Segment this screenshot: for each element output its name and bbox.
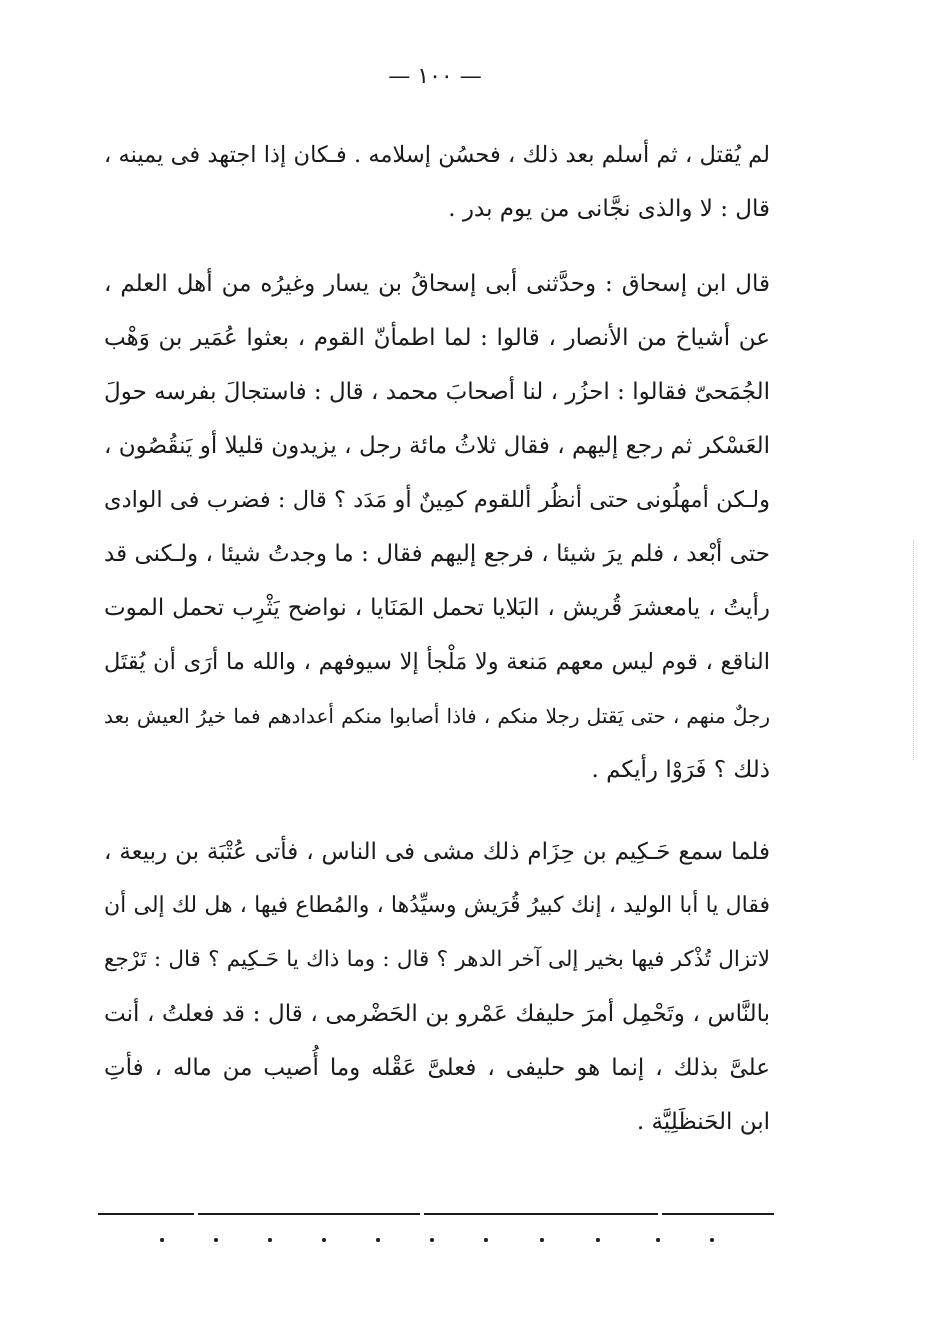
text-line: ابن الحَنظَلِيَّة . <box>636 1109 770 1135</box>
text-line: ولـكن أمهلُونى حتى أنظُر أللقوم كمِينٌ أو مَدَد ؟ قال : فضرب فى الوادى <box>104 487 770 513</box>
paragraph-3 <box>104 825 770 1149</box>
text-line: لاتزال تُذْكر فيها بخير إلى آخر الدهر ؟ قال : وما ذاك يا حَـكِيم ؟ قال : تَرْجع <box>104 947 770 972</box>
paragraph-1 <box>104 128 770 236</box>
rule-gap <box>194 1213 198 1215</box>
page-number: — ١٠٠ — <box>388 64 482 89</box>
dot <box>540 1238 544 1242</box>
dot <box>160 1238 164 1242</box>
dot <box>268 1238 272 1242</box>
dot <box>596 1238 600 1242</box>
footnote-separator-rule <box>98 1213 774 1215</box>
paragraph-2 <box>104 257 770 797</box>
rule-gap <box>420 1213 424 1215</box>
text-line: لم يُقتل ، ثم أسلم بعد ذلك ، فحسُن إسلامه . فـكان إذا اجتهد فى يمينه ، <box>104 142 770 168</box>
text-line: رأيتُ ، يامعشرَ قُريش ، البَلايا تحمل المَنَايا ، نواضح يَثْرِب تحمل الموت <box>104 595 770 621</box>
text-line: ذلك ؟ فَرَوْا رأيكم . <box>591 757 770 783</box>
scan-edge-marks <box>911 540 914 760</box>
dot <box>484 1238 488 1242</box>
text-line: عن أشياخ من الأنصار ، قالوا : لما اطمأنّ القوم ، بعثوا عُمَير بن وَهْب <box>104 325 770 351</box>
dot <box>430 1238 434 1242</box>
text-line: الناقع ، قوم ليس معهم مَنعة ولا مَلْجأ إلا سيوفهم ، والله ما أرَى أن يُقتَل <box>104 649 770 675</box>
ellipsis-dots <box>150 1238 730 1258</box>
dot <box>322 1238 326 1242</box>
text-line: بالنَّاس ، وتَحْمِل أمرَ حليفك عَمْرو بن الحَضْرمى ، قال : قد فعلتُ ، أنت <box>104 1001 770 1027</box>
text-line: رجلٌ منهم ، حتى يَقتل رجلا منكم ، فاذا أصابوا منكم أعدادهم فما خيرُ العيش بعد <box>104 704 770 728</box>
text-line: حتى أبْعد ، فلم يرَ شيئا ، فرجع إليهم فقال : ما وجدتُ شيئا ، ولـكنى قد <box>104 541 770 567</box>
dot <box>710 1238 714 1242</box>
text-line: قال : لا والذى نجَّانى من يوم بدر . <box>448 196 770 222</box>
dot <box>376 1238 380 1242</box>
text-line: العَسْكر ثم رجع إليهم ، فقال ثلاثُ مائة رجل ، يزيدون قليلا أو يَنقُصُون ، <box>104 433 770 459</box>
text-line: فقال يا أبا الوليد ، إنك كبيرُ قُرَيش وسيِّدُها ، والمُطاع فيها ، هل لك إلى أن <box>104 893 770 918</box>
dot <box>214 1238 218 1242</box>
rule-gap <box>658 1213 662 1215</box>
text-line: فلما سمع حَـكِيم بن حِزَام ذلك مشى فى الناس ، فأتى عُتْبَة بن ربيعة ، <box>104 839 770 865</box>
dot <box>656 1238 660 1242</box>
text-line: علىَّ بذلك ، إنما هو حليفى ، فعلىَّ عَقْله وما أُصيب من ماله ، فأتِ <box>104 1055 770 1081</box>
text-line: الجُمَحىّ فقالوا : احزُر ، لنا أصحابَ محمد ، قال : فاستجالَ بفرسه حولَ <box>104 379 770 405</box>
text-line: قال ابن إسحاق : وحدَّثنى أبى إسحاقُ بن يسار وغيرُه من أهل العلم ، <box>104 271 770 297</box>
